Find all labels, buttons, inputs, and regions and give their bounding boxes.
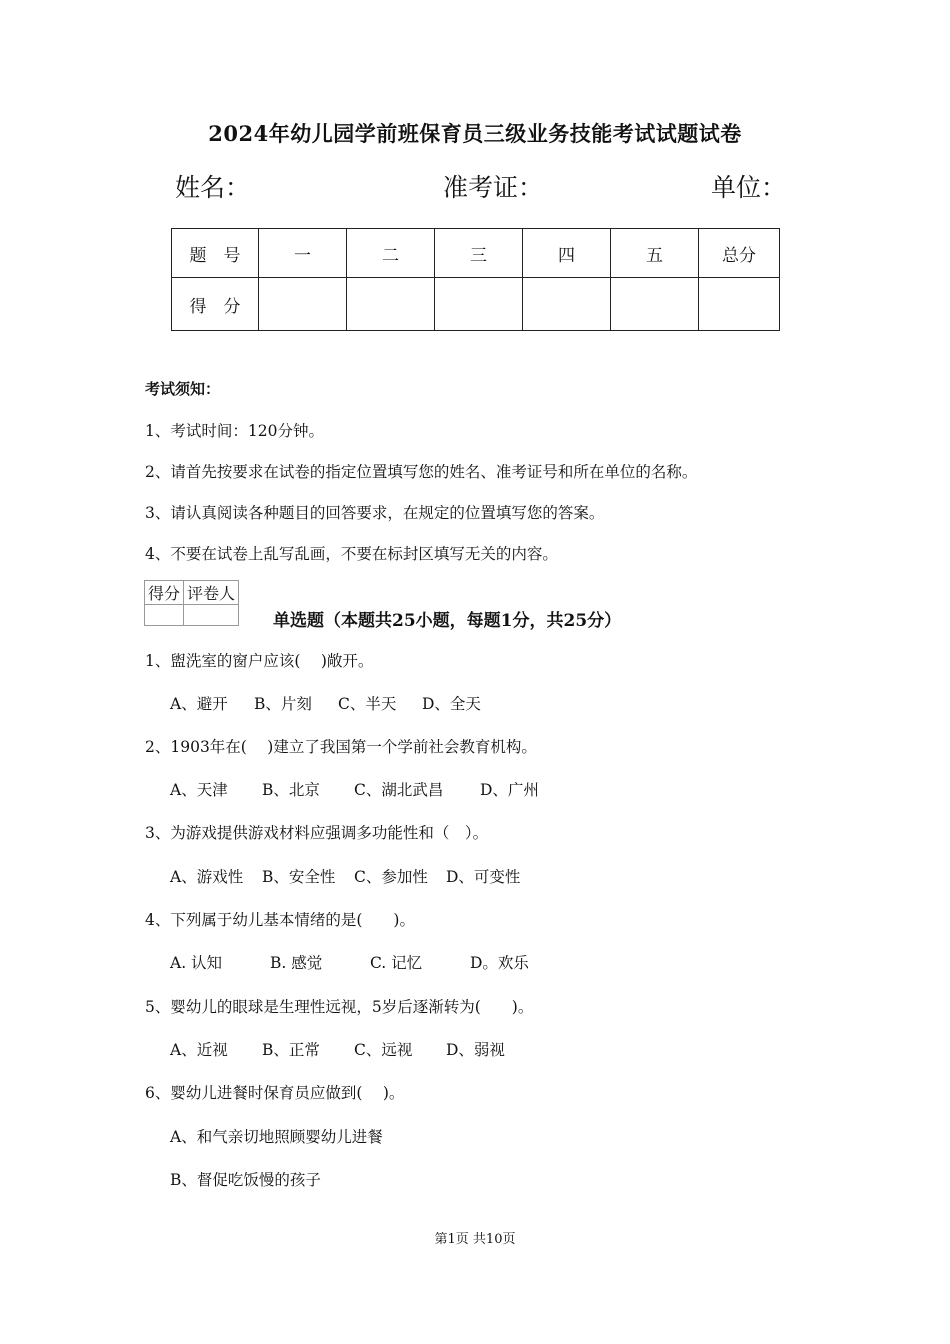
option[interactable]: A. 认知 <box>170 954 223 972</box>
score-table-header-row <box>172 229 780 278</box>
notice-heading: 考试须知： <box>145 380 221 398</box>
header-cell-1: 一 <box>259 229 347 278</box>
question-stem: 3、为游戏提供游戏材料应强调多功能性和（ ）。 <box>145 824 489 842</box>
question-options <box>170 865 520 887</box>
grader-box <box>144 580 239 626</box>
option[interactable]: D、可变性 <box>446 868 521 886</box>
question-stem: 4、下列属于幼儿基本情绪的是( )。 <box>145 911 415 929</box>
header-cell-total: 总分 <box>699 229 780 278</box>
question-stem: 5、婴幼儿的眼球是生理性远视，5岁后逐渐转为( )。 <box>145 998 534 1016</box>
option[interactable]: C、参加性 <box>354 868 428 886</box>
score-row-label: 得 分 <box>172 278 259 331</box>
option[interactable]: B、正常 <box>262 1041 320 1059</box>
option[interactable]: C、半天 <box>338 695 397 713</box>
notice-item: 2、请首先按要求在试卷的指定位置填写您的姓名、准考证号和所在单位的名称。 <box>145 463 698 481</box>
option[interactable]: A、避开 <box>170 695 228 713</box>
exam-id-label: 准考证： <box>443 173 544 202</box>
header-cell-5: 五 <box>611 229 699 278</box>
header-cell-2: 二 <box>347 229 435 278</box>
score-cell-1[interactable] <box>259 278 347 331</box>
question-stem: 2、1903年在( )建立了我国第一个学前社会教育机构。 <box>145 738 537 756</box>
question-options <box>170 951 529 973</box>
header-cell-3: 三 <box>435 229 523 278</box>
grader-score-label: 得分 <box>145 581 184 605</box>
grader-reviewer-label: 评卷人 <box>184 581 239 605</box>
question-stem: 6、婴幼儿进餐时保育员应做到( )。 <box>145 1084 405 1102</box>
option[interactable]: A、和气亲切地照顾婴幼儿进餐 <box>170 1128 383 1146</box>
score-cell-5[interactable] <box>611 278 699 331</box>
grader-score-cell[interactable] <box>145 605 184 626</box>
page-footer: 第1页 共10页 <box>434 1232 516 1247</box>
score-table-score-row <box>172 278 780 331</box>
score-cell-3[interactable] <box>435 278 523 331</box>
name-label: 姓名： <box>175 173 251 202</box>
option[interactable]: A、游戏性 <box>170 868 244 886</box>
option[interactable]: D、广州 <box>480 781 539 799</box>
score-cell-2[interactable] <box>347 278 435 331</box>
notice-item: 3、请认真阅读各种题目的回答要求，在规定的位置填写您的答案。 <box>145 504 605 522</box>
option[interactable]: C、湖北武昌 <box>354 781 444 799</box>
option[interactable]: B、片刻 <box>254 695 312 713</box>
option[interactable]: D。欢乐 <box>470 954 529 972</box>
option[interactable]: B、北京 <box>262 781 320 799</box>
page-title: 2024年幼儿园学前班保育员三级业务技能考试试题试卷 <box>208 121 742 146</box>
score-table <box>171 228 780 331</box>
option[interactable]: B、督促吃饭慢的孩子 <box>170 1171 321 1189</box>
option[interactable]: D、弱视 <box>446 1041 505 1059</box>
score-cell-4[interactable] <box>523 278 611 331</box>
question-stem: 1、盥洗室的窗户应该( )敞开。 <box>145 652 374 670</box>
notice-item: 4、不要在试卷上乱写乱画，不要在标封区填写无关的内容。 <box>145 545 558 563</box>
question-options <box>170 1038 505 1060</box>
option[interactable]: C、远视 <box>354 1041 413 1059</box>
unit-label: 单位： <box>711 173 787 202</box>
option[interactable]: C. 记忆 <box>370 954 423 972</box>
question-options <box>170 778 539 800</box>
option[interactable]: A、天津 <box>170 781 228 799</box>
header-cell-4: 四 <box>523 229 611 278</box>
notice-item: 1、考试时间：120分钟。 <box>145 422 324 440</box>
score-cell-total[interactable] <box>699 278 780 331</box>
option[interactable]: A、近视 <box>170 1041 228 1059</box>
option[interactable]: D、全天 <box>422 695 481 713</box>
option[interactable]: B、安全性 <box>262 868 336 886</box>
header-cell-label: 题 号 <box>172 229 259 278</box>
section-title: 单选题（本题共25小题，每题1分，共25分） <box>273 611 622 631</box>
grader-reviewer-cell[interactable] <box>184 605 239 626</box>
question-options <box>170 692 481 714</box>
option[interactable]: B. 感觉 <box>270 954 323 972</box>
